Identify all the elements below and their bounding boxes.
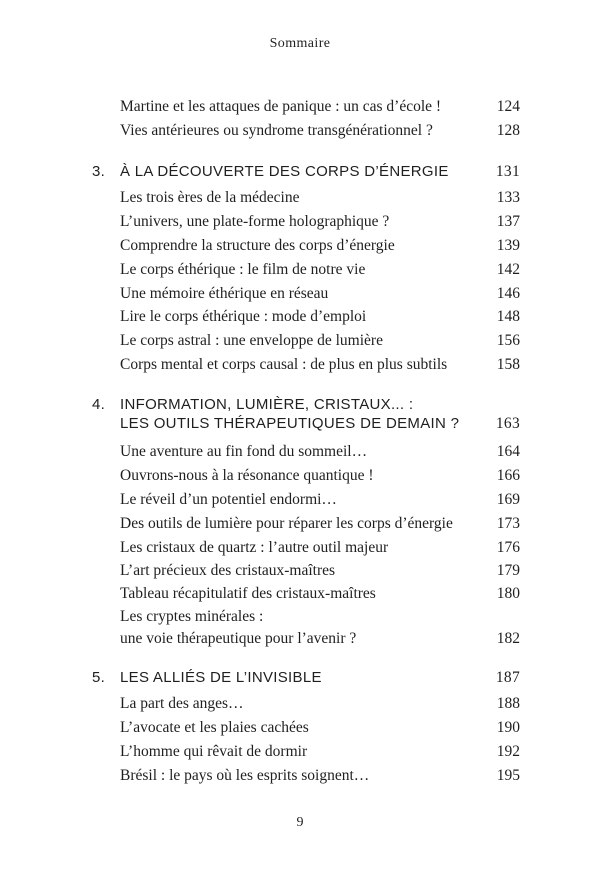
entry-title: Le réveil d’un potentiel endormi… xyxy=(120,491,337,508)
entry-page-number: 164 xyxy=(496,443,520,460)
chapter-title: LES OUTILS THÉRAPEUTIQUES DE DEMAIN ? xyxy=(120,415,460,432)
chapter-number: 4. xyxy=(92,396,106,413)
entry-title: L’homme qui rêvait de dormir xyxy=(120,743,308,760)
chapter-number: 5. xyxy=(92,669,106,686)
entry-title: Une mémoire éthérique en réseau xyxy=(120,285,329,302)
chapter-title: LES ALLIÉS DE L’INVISIBLE xyxy=(120,669,322,686)
entry-page-number: 139 xyxy=(496,237,520,254)
entry-page-number: 148 xyxy=(496,308,520,325)
entry-page-number: 146 xyxy=(496,285,520,302)
entry-title: L’art précieux des cristaux-maîtres xyxy=(120,562,336,579)
entry-page-number: 180 xyxy=(496,585,520,602)
entry-title: Les trois ères de la médecine xyxy=(120,189,300,206)
entry-title: L’avocate et les plaies cachées xyxy=(120,719,309,736)
entry-title: Vies antérieures ou syndrome transgénérationnel ? xyxy=(120,122,433,139)
entry-page-number: 188 xyxy=(496,695,520,712)
entry-title: Des outils de lumière pour réparer les corps d’énergie xyxy=(120,515,453,532)
entry-title: Comprendre la structure des corps d’énergie xyxy=(120,237,395,254)
page-number: 9 xyxy=(296,815,304,830)
chapter-page-number: 187 xyxy=(495,669,520,686)
entry-title: L’univers, une plate-forme holographique ? xyxy=(120,213,390,230)
entry-title: La part des anges… xyxy=(120,695,244,712)
entry-page-number: 192 xyxy=(496,743,520,760)
entry-title: Brésil : le pays où les esprits soignent… xyxy=(120,767,370,784)
entry-title: Les cryptes minérales : xyxy=(120,608,264,625)
chapter-title: INFORMATION, LUMIÈRE, CRISTAUX... : xyxy=(120,396,414,413)
entry-title: Une aventure au fin fond du sommeil… xyxy=(120,443,368,460)
entry-title: une voie thérapeutique pour l’avenir ? xyxy=(120,630,357,647)
running-title: Sommaire xyxy=(269,36,331,51)
entry-page-number: 173 xyxy=(496,515,520,532)
entry-page-number: 142 xyxy=(496,261,520,278)
entry-page-number: 182 xyxy=(496,630,520,647)
entry-title: Les cristaux de quartz : l’autre outil majeur xyxy=(120,539,389,556)
entry-title: Le corps astral : une enveloppe de lumière xyxy=(120,332,383,349)
entry-title: Ouvrons-nous à la résonance quantique ! xyxy=(120,467,374,484)
entry-page-number: 124 xyxy=(496,98,520,115)
entry-page-number: 158 xyxy=(496,356,520,373)
entry-page-number: 166 xyxy=(496,467,520,484)
entry-title: Le corps éthérique : le film de notre vie xyxy=(120,261,366,278)
chapter-title: À LA DÉCOUVERTE DES CORPS D’ÉNERGIE xyxy=(120,163,449,180)
entry-title: Martine et les attaques de panique : un cas d’école ! xyxy=(120,98,442,115)
entry-page-number: 137 xyxy=(496,213,520,230)
entry-page-number: 190 xyxy=(496,719,520,736)
chapter-number: 3. xyxy=(92,163,106,180)
entry-page-number: 156 xyxy=(496,332,520,349)
entry-title: Corps mental et corps causal : de plus en plus subtils xyxy=(120,356,448,373)
entry-page-number: 195 xyxy=(496,767,520,784)
chapter-page-number: 163 xyxy=(495,415,520,432)
entry-page-number: 179 xyxy=(496,562,520,579)
entry-title: Tableau récapitulatif des cristaux-maîtres xyxy=(120,585,376,602)
chapter-page-number: 131 xyxy=(495,163,520,180)
entry-page-number: 176 xyxy=(496,539,520,556)
entry-title: Lire le corps éthérique : mode d’emploi xyxy=(120,308,367,325)
entry-page-number: 169 xyxy=(496,491,520,508)
entry-page-number: 128 xyxy=(496,122,520,139)
entry-page-number: 133 xyxy=(496,189,520,206)
